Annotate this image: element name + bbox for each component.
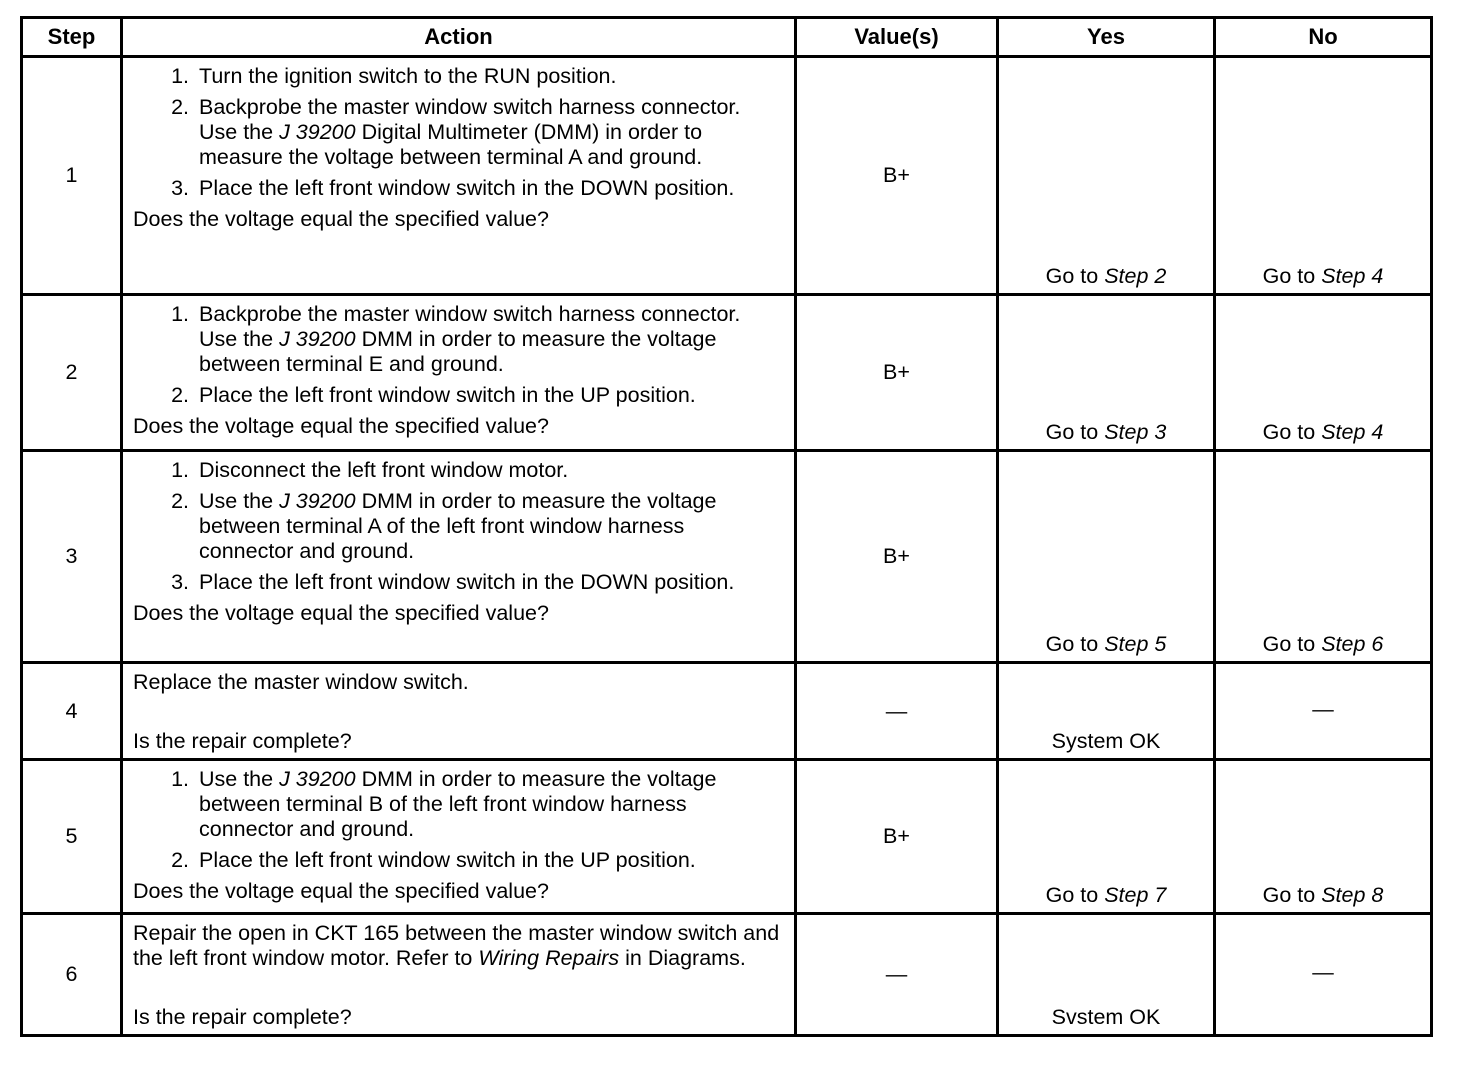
action-step-text xyxy=(199,302,784,377)
no-text: Go to xyxy=(1262,632,1322,656)
action-text: Turn the ignition switch to the RUN position. xyxy=(199,64,617,88)
header-yes: Yes xyxy=(998,18,1215,57)
table-row xyxy=(22,295,1432,451)
action-step xyxy=(133,383,784,408)
table-row xyxy=(22,57,1432,295)
value-cell: — xyxy=(796,914,998,1036)
yes-cell xyxy=(998,663,1215,760)
no-step-reference: Step 6 xyxy=(1321,632,1384,656)
action-step xyxy=(133,64,784,89)
header-step: Step xyxy=(22,18,122,57)
reference-text: J 39200 xyxy=(279,327,356,351)
no-text: — xyxy=(1312,960,1334,984)
action-step xyxy=(133,95,784,170)
no-step-reference: Step 4 xyxy=(1321,264,1384,288)
action-question: Is the repair complete? xyxy=(133,729,352,753)
no-cell xyxy=(1215,914,1432,1036)
reference-text: J 39200 xyxy=(279,120,356,144)
reference-text: J 39200 xyxy=(279,767,356,791)
action-step-number: 1. xyxy=(171,64,189,88)
yes-cell xyxy=(998,295,1215,451)
action-cell xyxy=(122,451,796,663)
action-step xyxy=(133,489,784,564)
table-row xyxy=(22,451,1432,663)
action-step-number: 2. xyxy=(171,383,189,407)
action-text: Replace the master window switch. xyxy=(133,670,469,694)
table-row xyxy=(22,663,1432,760)
action-step-number: 3. xyxy=(171,570,189,594)
action-step-text xyxy=(199,767,784,842)
yes-step-reference: Step 2 xyxy=(1104,264,1167,288)
action-text: DMM in order to measure the voltage between terminal B of the left front window harness connector and ground. xyxy=(199,767,717,841)
action-text: Place the left front window switch in the UP position. xyxy=(199,383,696,407)
action-cell xyxy=(122,295,796,451)
action-step-number: 3. xyxy=(171,176,189,200)
action-text: Place the left front window switch in the DOWN position. xyxy=(199,570,735,594)
yes-cell xyxy=(998,57,1215,295)
yes-text: Go to xyxy=(1045,632,1105,656)
value-cell: — xyxy=(796,663,998,760)
header-action: Action xyxy=(122,18,796,57)
action-question: Does the voltage equal the specified value? xyxy=(133,601,549,625)
step-number: 6 xyxy=(22,914,122,1036)
action-steps xyxy=(133,458,784,595)
header-values: Value(s) xyxy=(796,18,998,57)
diagnostic-table xyxy=(20,16,1433,1037)
no-text: — xyxy=(1312,696,1334,721)
action-text: Digital Multimeter (DMM) in order to measure the voltage between terminal A and ground. xyxy=(199,120,703,169)
no-cell xyxy=(1215,57,1432,295)
step-number: 4 xyxy=(22,663,122,760)
yes-text: Go to xyxy=(1045,264,1105,288)
action-instruction xyxy=(133,670,784,695)
action-step xyxy=(133,176,784,201)
action-step-text xyxy=(199,176,784,201)
header-row xyxy=(22,18,1432,57)
action-step-number: 2. xyxy=(171,95,189,119)
action-question: Does the voltage equal the specified value? xyxy=(133,879,549,903)
no-text: Go to xyxy=(1262,883,1322,907)
no-step-reference: Step 4 xyxy=(1321,420,1384,444)
action-step-number: 2. xyxy=(171,848,189,872)
yes-step-reference: Step 5 xyxy=(1104,632,1167,656)
action-instruction xyxy=(133,921,784,971)
action-text: Place the left front window switch in the UP position. xyxy=(199,848,696,872)
yes-cell xyxy=(998,451,1215,663)
action-text: Backprobe the master window switch harness connector. Use the xyxy=(199,302,741,351)
action-step-number: 1. xyxy=(171,302,189,326)
step-number: 5 xyxy=(22,760,122,914)
action-cell xyxy=(122,57,796,295)
step-number: 3 xyxy=(22,451,122,663)
reference-text: Wiring Repairs xyxy=(478,946,620,970)
yes-cell xyxy=(998,914,1215,1036)
action-question: Does the voltage equal the specified value? xyxy=(133,207,549,231)
no-cell xyxy=(1215,663,1432,760)
value-cell: B+ xyxy=(796,295,998,451)
no-text: Go to xyxy=(1262,264,1322,288)
action-step-text xyxy=(199,489,784,564)
action-step-text xyxy=(199,458,784,483)
action-text: Place the left front window switch in the DOWN position. xyxy=(199,176,735,200)
action-text: in Diagrams. xyxy=(619,946,746,970)
no-cell xyxy=(1215,451,1432,663)
yes-step-reference: Step 7 xyxy=(1104,883,1167,907)
action-question: Is the repair complete? xyxy=(133,1005,352,1029)
action-step xyxy=(133,848,784,873)
yes-text: Svstem OK xyxy=(1051,1005,1161,1029)
no-text: Go to xyxy=(1262,420,1322,444)
no-step-reference: Step 8 xyxy=(1321,883,1384,907)
yes-cell xyxy=(998,760,1215,914)
step-number: 1 xyxy=(22,57,122,295)
action-step xyxy=(133,458,784,483)
yes-step-reference: Step 3 xyxy=(1104,420,1167,444)
action-steps xyxy=(133,767,784,873)
step-number: 2 xyxy=(22,295,122,451)
table-row xyxy=(22,760,1432,914)
action-step xyxy=(133,302,784,377)
action-cell xyxy=(122,914,796,1036)
reference-text: J 39200 xyxy=(279,489,356,513)
no-cell xyxy=(1215,760,1432,914)
table-row xyxy=(22,914,1432,1036)
action-cell xyxy=(122,663,796,760)
action-step-text xyxy=(199,95,784,170)
value-cell: B+ xyxy=(796,57,998,295)
yes-text: System OK xyxy=(1051,729,1161,753)
action-step-number: 2. xyxy=(171,489,189,513)
action-text: Use the xyxy=(199,767,280,791)
yes-text: Go to xyxy=(1045,883,1105,907)
action-text: DMM in order to measure the voltage between terminal E and ground. xyxy=(199,327,717,376)
action-step xyxy=(133,767,784,842)
action-text: Use the xyxy=(199,489,280,513)
action-step-number: 1. xyxy=(171,458,189,482)
no-cell xyxy=(1215,295,1432,451)
yes-text: Go to xyxy=(1045,420,1105,444)
action-cell xyxy=(122,760,796,914)
action-steps xyxy=(133,302,784,408)
action-text: Repair the open in CKT 165 between the master window switch and the left front window motor. Refer to xyxy=(133,921,780,970)
value-cell: B+ xyxy=(796,451,998,663)
action-step-text xyxy=(199,64,784,89)
value-cell: B+ xyxy=(796,760,998,914)
action-step-text xyxy=(199,570,784,595)
action-step-number: 1. xyxy=(171,767,189,791)
action-text: Disconnect the left front window motor. xyxy=(199,458,569,482)
action-step xyxy=(133,570,784,595)
action-text: Backprobe the master window switch harness connector. Use the xyxy=(199,95,741,144)
action-steps xyxy=(133,64,784,201)
action-step-text xyxy=(199,383,784,408)
action-step-text xyxy=(199,848,784,873)
action-question: Does the voltage equal the specified value? xyxy=(133,414,549,438)
header-no: No xyxy=(1215,18,1432,57)
action-text: DMM in order to measure the voltage between terminal A of the left front window harness connector and ground. xyxy=(199,489,717,563)
